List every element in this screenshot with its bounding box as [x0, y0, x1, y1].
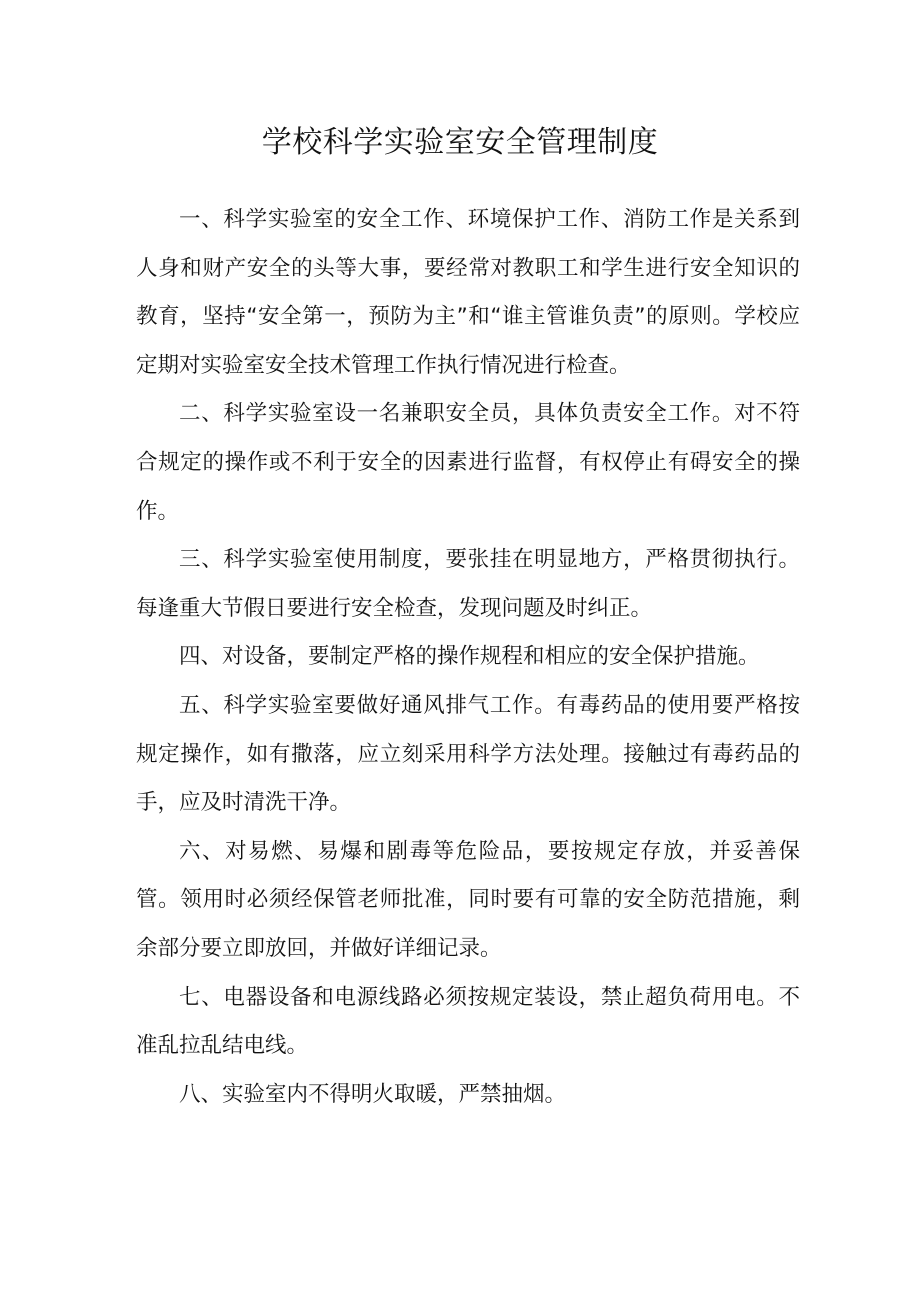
paragraph-6: 六、对易燃、易爆和剧毒等危险品，要按规定存放，并妥善保管。领用时必须经保管老师批准，同时要有可靠的安全防范措施，剩余部分要立即放回，并做好详细记录。 [136, 838, 800, 961]
paragraph-3: 三、科学实验室使用制度，要张挂在明显地方，严格贯彻执行。每逢重大节假日要进行安全检查，发现问题及时纠正。 [136, 547, 800, 621]
paragraph-4: 四、对设备，要制定严格的操作规程和相应的安全保护措施。 [179, 644, 760, 670]
document-body [136, 196, 800, 1119]
paragraph-7: 七、电器设备和电源线路必须按规定装设，禁止超负荷用电。不准乱拉乱结电线。 [136, 984, 800, 1059]
paragraph-2: 二、科学实验室设一名兼职安全员，具体负责安全工作。对不符合规定的操作或不利于安全的因素进行监督，有权停止有碍安全的操作。 [136, 401, 800, 524]
paragraph-1: 一、科学实验室的安全工作、环境保护工作、消防工作是关系到人身和财产安全的头等大事，要经常对教职工和学生进行安全知识的教育，坚持“安全第一，预防为主”和“谁主管谁负责”的原则。学校应定期对实验室安全技术管理工作执行情况进行检查。 [136, 207, 800, 378]
paragraph-8: 八、实验室内不得明火取暖，严禁抽烟。 [179, 1081, 567, 1107]
paragraph-5: 五、科学实验室要做好通风排气工作。有毒药品的使用要严格按规定操作，如有撒落，应立刻采用科学方法处理。接触过有毒药品的手，应及时清洗干净。 [136, 692, 800, 816]
document-title: 学校科学实验室安全管理制度 [261, 125, 659, 160]
